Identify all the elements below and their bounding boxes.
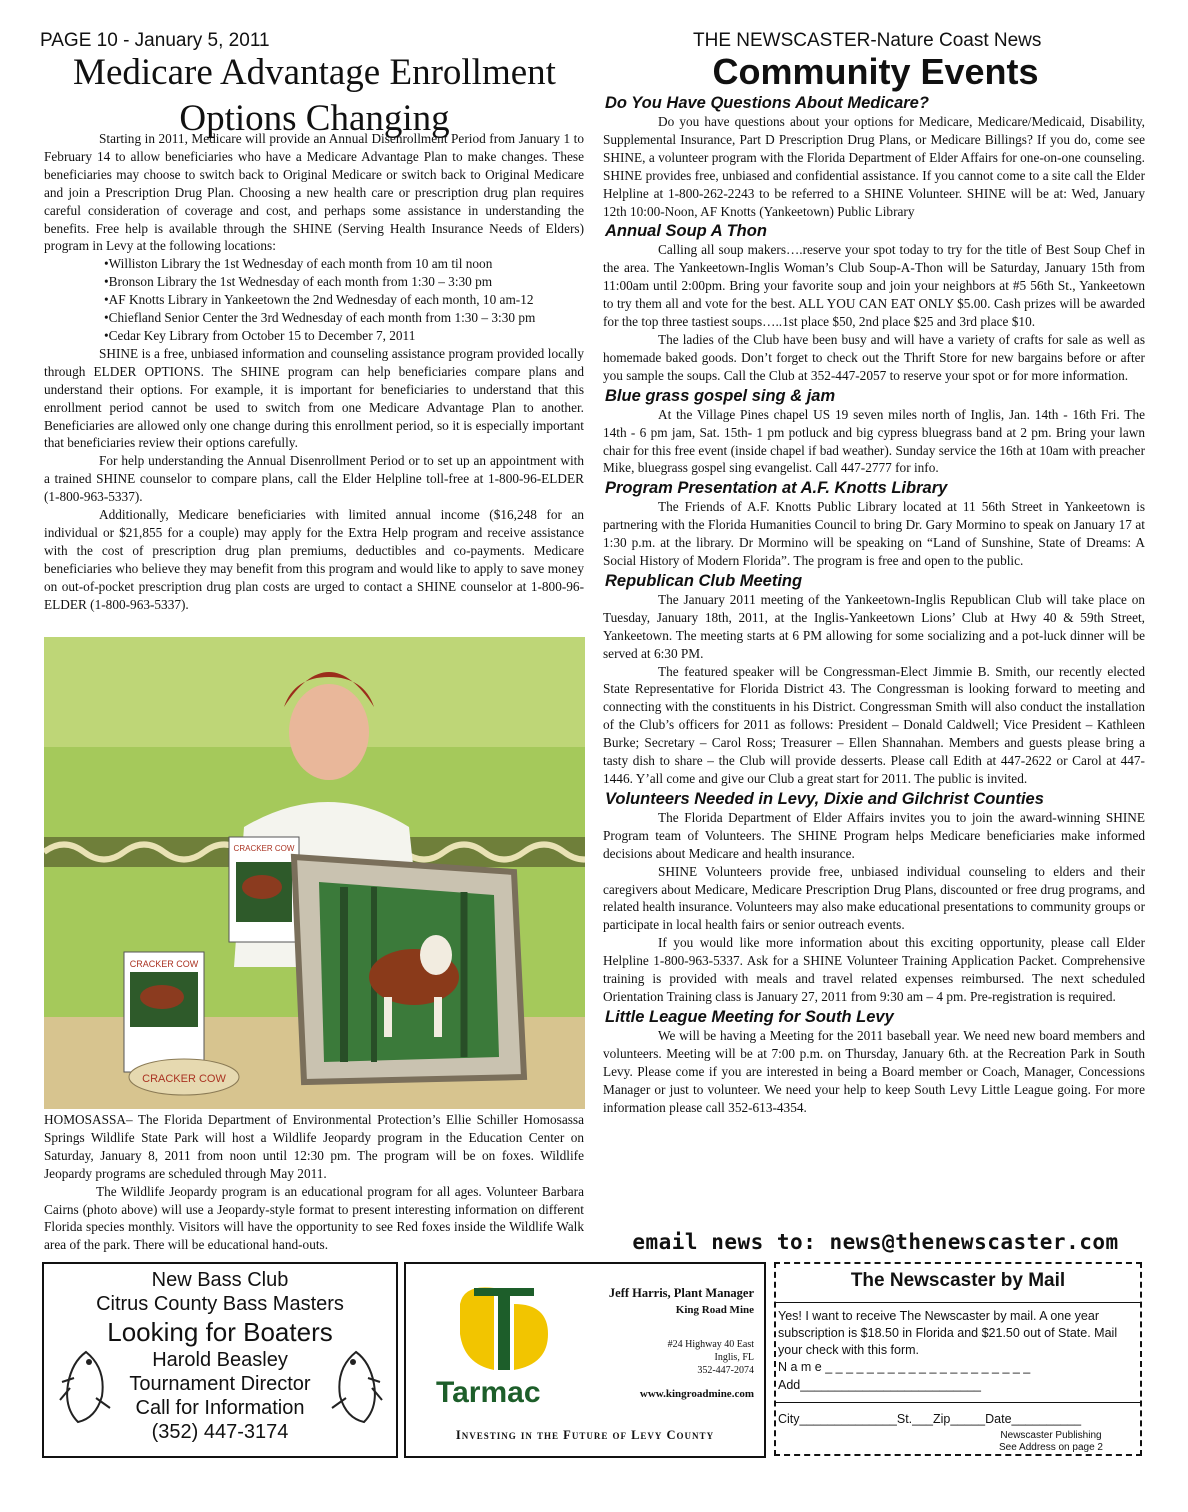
bass-line: Call for Information	[135, 1397, 305, 1419]
event-item	[603, 222, 1145, 384]
tarmac-brand: Tarmac	[436, 1376, 541, 1409]
event-heading: Annual Soup A Thon	[605, 222, 767, 241]
event-item	[603, 790, 1145, 1006]
article-paragraph: Additionally, Medicare beneficiaries with limited annual income ($16,248 for an individual or $21,855 for a couple) may apply for the Extra Help program and receive assistance with the cost of prescription drug plan premiums, deductibles and co-payments. Medicare beneficiaries who believe they may benefit from this program and would like to apply to save money on out-of-pocket prescription drug plan costs are urged to contact a SHINE counselor at 1-800-96-ELDER (1-800-963-5337).	[44, 507, 584, 612]
article-paragraph: Starting in 2011, Medicare will provide an Annual Disenrollment Period from January 1 to February 14 to allow beneficiaries who have a Medicare Advantage Plan to make changes. These beneficiaries may choose to switch back to Original Medicare or switch back to Original Medicare and join a Prescription Drug Plan. Choosing a new health care or prescription drug plan requires careful consideration of coverage and cost, and perhaps some assistance in understanding the benefits. Free help is available through the SHINE (Serving Health Insurance Needs of Elders) program in Levy at the following locations:	[44, 131, 584, 254]
tarmac-tagline: Investing in the Future of Levy County	[455, 1428, 715, 1442]
city-state-zip-field[interactable]: City______________St.___Zip_____Date__________	[778, 1412, 1082, 1426]
event-paragraph: If you would like more information about this exciting opportunity, please call Elder Helpline 1-800-963-5337. Ask for a SHINE Volunteer Training Application Packet. Comprehensive training is provided with meals and travel related expenses reimbursed. The next scheduled Orientation Training class is January 27, 2011 from 9:30 am – 4 pm. Pre-registration is required.	[603, 935, 1145, 1004]
tarmac-contact: Jeff Harris, Plant Manager	[608, 1286, 754, 1300]
tarmac-ad	[404, 1262, 766, 1458]
address-note: See Address on page 2	[999, 1442, 1103, 1453]
section-title: Community Events	[712, 51, 1039, 92]
location-list	[44, 255, 584, 345]
paper-name: THE NEWSCASTER-Nature Coast News	[693, 30, 1042, 51]
event-item	[603, 387, 1145, 478]
tarmac-address	[576, 1338, 754, 1377]
caption-paragraph: HOMOSASSA– The Florida Department of Environmental Protection’s Ellie Schiller Homosassa Springs Wildlife State Park will host a Wildlife Jeopardy program in the Education Center on Saturday, January 8, 2011 from noon until 12:30 pm. The program will be on foxes. Wildlife Jeopardy programs are scheduled through May 2011.	[44, 1112, 584, 1181]
bass-fish-icon	[56, 1348, 114, 1426]
article-paragraph: SHINE is a free, unbiased information and counseling assistance program provided locally through ELDER OPTIONS. The SHINE program can help beneficiaries compare plans and understand their options. For example, it is important for beneficiaries to understand that this enrollment period cannot be used to switch from one Medicare Advantage Plan to another. Beneficiaries are allowed only one change during this enrollment period, so it is especially important that beneficiaries review their options carefully.	[44, 345, 584, 451]
event-heading: Blue grass gospel sing & jam	[605, 386, 836, 405]
page-label: PAGE 10 - January 5, 2011	[40, 30, 270, 51]
bass-line: Harold Beasley	[152, 1349, 288, 1371]
community-events	[603, 92, 1145, 1116]
publisher-name: Newscaster Publishing	[1000, 1430, 1102, 1441]
tarmac-logo-icon	[454, 1284, 554, 1374]
event-heading: Program Presentation at A.F. Knotts Library	[605, 479, 948, 498]
address-field[interactable]: Add__________________________	[778, 1378, 981, 1392]
medicare-article	[44, 130, 584, 613]
sign-text: CRACKER COW	[142, 1073, 226, 1085]
event-paragraph: Do you have questions about your options for Medicare, Medicare/Medicaid, Disability, Supplemental Insurance, Part D Prescription Drug Plans, or Medicare Billings? If you do, come see SHINE, a volunteer program with the Florida Department of Elder Affairs for one-on-one counseling. SHINE provides free, unbiased and confidential assistance. If you cannot come to a site call the Elder Helpline at 1-800-262-2243 to be referred to a SHINE Volunteer. SHINE will be at: Wed, January 12th 10:00-Noon, AF Knotts (Yankeetown) Public Library	[603, 114, 1145, 219]
event-heading: Republican Club Meeting	[605, 571, 803, 590]
bass-club-ad	[42, 1262, 398, 1458]
list-item: • AF Knotts Library in Yankeetown the 2nd Wednesday of each month, 10 am-12	[104, 291, 584, 309]
tarmac-web: www.kingroadmine.com	[639, 1388, 754, 1400]
tarmac-phone: 352-447-2074	[697, 1365, 754, 1376]
list-item: • Cedar Key Library from October 15 to December 7, 2011	[104, 327, 584, 345]
bass-line: Tournament Director	[129, 1373, 311, 1395]
photo-caption	[44, 1111, 584, 1254]
bass-line: Citrus County Bass Masters	[96, 1293, 344, 1315]
tarmac-address-line: Inglis, FL	[714, 1352, 754, 1363]
article-title: Medicare Advantage Enrollment Options Changing	[73, 52, 556, 139]
bass-fish-icon	[328, 1348, 386, 1426]
event-paragraph: Calling all soup makers….reserve your spot today to try for the title of Best Soup Chef in the area. The Yankeetown-Inglis Woman’s Club Soup-A-Thon will be Saturday, January 15th from 11:00am until 2:00pm. Bring your favorite soup and join your neighbors at #5 56th St., Yankeetown to try them all and vote for the best. ALL YOU CAN EAT ONLY $5.00. Cash prizes will be awarded for the top three tastiest soups…..1st place $50, 2nd place $25 and 3rd place $10.	[603, 242, 1145, 330]
bass-line: (352) 447-3174	[151, 1421, 289, 1443]
tarmac-mine: King Road Mine	[675, 1304, 754, 1316]
book-title: CRACKER COW	[129, 959, 199, 969]
tarmac-address-line: #24 Highway 40 East	[667, 1339, 754, 1350]
name-field[interactable]: N a m e _ _ _ _ _ _ _ _ _ _ _ _ _ _ _ _ _ _ _ _	[778, 1360, 1031, 1374]
event-paragraph: The Florida Department of Elder Affairs invites you to join the award-winning SHINE Program team of Volunteers. The SHINE Program helps Medicare beneficiaries make informed decisions about Medicare and health insurance.	[603, 809, 1145, 861]
caption-paragraph: The Wildlife Jeopardy program is an educational program for all ages. Volunteer Barbara Cairns (photo above) will use a Jeopardy-style format to present interesting information on different Florida species monthly. Visitors will have the opportunity to see Red foxes inside the Wildlife Walk area of the park. There will be educational hand-outs.	[44, 1183, 584, 1253]
event-heading: Little League Meeting for South Levy	[605, 1007, 894, 1026]
mail-subscription-form	[774, 1262, 1142, 1456]
event-paragraph: The ladies of the Club have been busy and will have a variety of crafts for sale as well as homemade baked goods. Don’t forget to check out the Thrift Store for new bargains before or after you sample the soups. Call the Club at 352-447-2057 to reserve your spot or for more information.	[603, 331, 1145, 383]
book-title: CRACKER COW	[233, 844, 295, 853]
article-paragraph: For help understanding the Annual Disenrollment Period or to set up an appointment with a trained SHINE counselor to compare plans, call the Elder Helpline toll-free at 1-800-96-ELDER (1-800-963-5337).	[44, 453, 584, 505]
event-paragraph: We will be having a Meeting for the 2011 baseball year. We need new board members and volunteers. Meeting will be at 7:00 p.m. on Thursday, January 6th. at the Recreation Park in South Levy. Please come if you are interested in being a Board member or Coach, Manager, Concessions Manager or just to volunteer. We need your help to keep South Levy Little League going. For more information please call 352-613-4354.	[603, 1027, 1145, 1115]
list-item: • Bronson Library the 1st Wednesday of each month from 1:30 – 3:30 pm	[104, 273, 584, 291]
bass-line: New Bass Club	[151, 1269, 289, 1291]
bass-line: Looking for Boaters	[107, 1317, 333, 1347]
event-paragraph: At the Village Pines chapel US 19 seven miles north of Inglis, Jan. 14th - 16th Fri. The 14th - 6 pm jam, Sat. 15th- 1 pm potluck and big cypress bluegrass band at 2 pm. Bring your lawn chair for this free event (inside chapel if bad weather). Sunday service the 16th at 10am with preacher Mike, bluegrass gospel sing evangelist. Call 447-2777 for info.	[603, 406, 1145, 476]
publisher-note	[976, 1430, 1126, 1454]
photo-illustration	[44, 637, 585, 1109]
event-heading: Do You Have Questions About Medicare?	[605, 94, 929, 112]
event-item	[603, 572, 1145, 788]
event-heading: Volunteers Needed in Levy, Dixie and Gilchrist Counties	[605, 789, 1044, 808]
email-banner: email news to: news@thenewscaster.com	[632, 1230, 1119, 1254]
list-item: • Williston Library the 1st Wednesday of each month from 10 am til noon	[104, 255, 584, 273]
event-paragraph: The January 2011 meeting of the Yankeetown-Inglis Republican Club will take place on Tuesday, January 18th, 2011, at the Inglis-Yankeetown Lions’ Club at Hwy 40 & 59th Street, Yankeetown. The meeting starts at 6 PM allowing for some socializing and a pot-luck dinner will be served at 6:30 PM.	[603, 591, 1145, 661]
event-paragraph: SHINE Volunteers provide free, unbiased individual counseling to elders and their caregivers about Medicare, Medicare Prescription Drug Plans, discounted or free drug programs, and related health insurance. Volunteers may also make educational presentations to community groups or participate in local health fairs or senior outreach events.	[603, 863, 1145, 933]
event-paragraph: The Friends of A.F. Knotts Public Library located at 11 56th Street in Yankeetown is partnering with the Florida Humanities Council to bring Dr. Gary Mormino to speak on January 17 at 1:30 p.m. at the library. Dr Mormino will be speaking on “Land of Sunshine, State of Dreams: A Social History of Modern Florida”. The program is free and open to the public.	[603, 499, 1145, 569]
event-item	[603, 1008, 1145, 1117]
list-item: • Chiefland Senior Center the 3rd Wednesday of each month from 1:30 – 3:30 pm	[104, 309, 584, 327]
mail-form-body: Yes! I want to receive The Newscaster by mail. A one year subscription is $18.50 in Florida and $21.50 out of State. Mail your check with this form.	[778, 1309, 1118, 1357]
volunteer-photo	[44, 637, 585, 1109]
event-item	[603, 94, 1145, 220]
mail-form-title: The Newscaster by Mail	[850, 1270, 1066, 1291]
event-paragraph: The featured speaker will be Congressman-Elect Jimmie B. Smith, our recently elected State Representative for Florida District 43. The Congressman is looking forward to meeting and connecting with the constituents in his District. Congressman Smith will also conduct the installation of the Club’s officers for 2011 as follows: President – Donald Caldwell; Vice President – Kathleen Burke; Secretary – Carol Ross; Treasurer – Ellen Shannahan. Members and guests please bring a tasty dish to share – the Club will provide desserts. Please call Edith at 447-2622 or Carol at 447-1446. Y’all come and give our Club a great start for 2011. The public is invited.	[603, 663, 1145, 786]
event-item	[603, 479, 1145, 570]
